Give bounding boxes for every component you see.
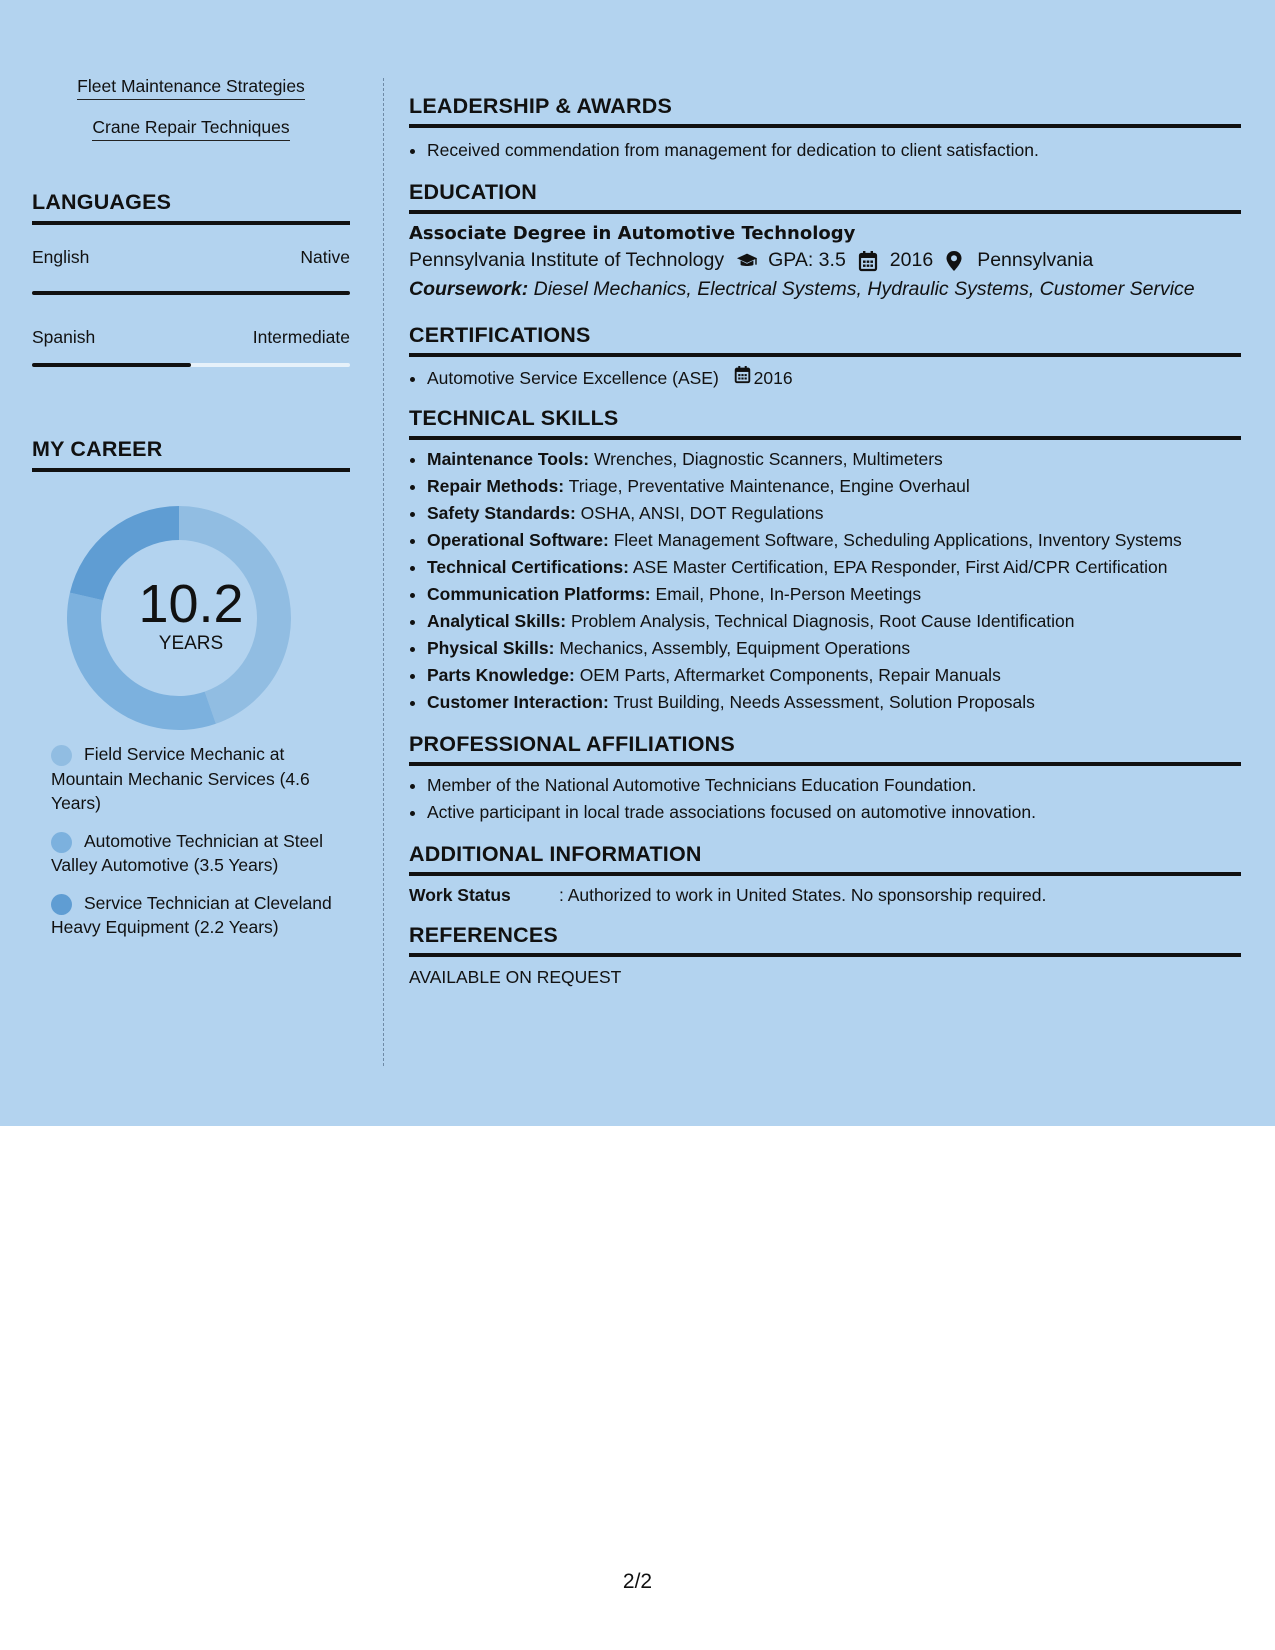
skill-category: Safety Standards: [427, 503, 576, 523]
skills-section [409, 406, 1241, 716]
career-legend-label: Service Technician at Cleveland Heavy Equipment (2.2 Years) [51, 892, 332, 937]
career-legend-item [51, 742, 341, 816]
references-heading: REFERENCES [409, 923, 1241, 957]
coursework-label: Coursework: [409, 278, 529, 300]
skill-category: Customer Interaction: [427, 692, 609, 712]
career-legend-item [51, 829, 341, 878]
skill-item [427, 635, 1241, 662]
work-status-row [409, 885, 1241, 906]
skill-values: Triage, Preventative Maintenance, Engine Overhaul [568, 476, 970, 496]
career-legend [51, 742, 341, 940]
languages-section [32, 190, 350, 367]
skill-category: Physical Skills: [427, 638, 555, 658]
education-section [409, 180, 1241, 301]
education-details [409, 249, 1241, 272]
certification-item [427, 365, 1241, 392]
skill-item [427, 581, 1241, 608]
skill-values: Mechanics, Assembly, Equipment Operations [559, 638, 911, 658]
interest-item: Fleet Maintenance Strategies [77, 76, 305, 100]
skill-item [427, 554, 1241, 581]
certifications-section [409, 323, 1241, 392]
language-level: Native [300, 247, 350, 267]
language-bar-fill [32, 363, 191, 367]
skill-values: Problem Analysis, Technical Diagnosis, Root Cause Identification [570, 611, 1075, 631]
certification-name: Automotive Service Excellence (ASE) [427, 368, 719, 388]
skill-values: ASE Master Certification, EPA Responder, First Aid/CPR Certification [632, 557, 1168, 577]
career-legend-label: Automotive Technician at Steel Valley Automotive (3.5 Years) [51, 830, 323, 875]
skill-values: OEM Parts, Aftermarket Components, Repair Manuals [579, 665, 1001, 685]
leadership-item: • Received commendation from management for dedication to client satisfaction. [427, 137, 1241, 164]
skill-values: Trust Building, Needs Assessment, Solution Proposals [613, 692, 1035, 712]
coursework-list: Diesel Mechanics, Electrical Systems, Hydraulic Systems, Customer Service [533, 278, 1195, 300]
references-section [409, 923, 1241, 988]
language-item [32, 225, 350, 295]
page-number: 2/2 [622, 1570, 653, 1593]
career-donut-chart [32, 472, 350, 732]
career-heading: MY CAREER [32, 437, 350, 472]
education-gpa: GPA: 3.5 [768, 249, 846, 271]
interest-item: Crane Repair Techniques [92, 117, 289, 141]
skills-heading: TECHNICAL SKILLS [409, 406, 1241, 440]
skill-category: Analytical Skills: [427, 611, 567, 631]
skill-item [427, 446, 1241, 473]
career-legend-item [51, 891, 341, 940]
education-school: Pennsylvania Institute of Technology [409, 249, 725, 271]
skill-category: Technical Certifications: [427, 557, 629, 577]
education-heading: EDUCATION [409, 180, 1241, 214]
education-year: 2016 [889, 249, 934, 271]
education-location: Pennsylvania [977, 249, 1094, 271]
education-coursework [409, 278, 1241, 301]
calendar-icon [734, 365, 754, 392]
career-section [32, 437, 350, 940]
graduation-cap-icon [736, 250, 758, 272]
skill-item [427, 662, 1241, 689]
interests-list [32, 76, 350, 158]
language-item [32, 295, 350, 367]
career-total-years: 10.2 [138, 574, 244, 634]
skill-item [427, 689, 1241, 716]
work-status-value: : Authorized to work in United States. No sponsorship required. [559, 885, 1047, 905]
additional-info-section [409, 842, 1241, 906]
language-name: Spanish [32, 327, 96, 347]
language-level: Intermediate [252, 327, 350, 347]
certification-year: 2016 [753, 368, 793, 388]
skill-item [427, 473, 1241, 500]
main-column [409, 94, 1241, 988]
language-name: English [32, 247, 90, 267]
skill-values: Fleet Management Software, Scheduling Applications, Inventory Systems [613, 530, 1182, 550]
additional-info-heading: ADDITIONAL INFORMATION [409, 842, 1241, 876]
career-years-unit: YEARS [158, 633, 224, 654]
legend-dot [51, 894, 72, 915]
skill-category: Parts Knowledge: [427, 665, 575, 685]
skill-category: Repair Methods: [427, 476, 565, 496]
affiliation-item: • Member of the National Automotive Technicians Education Foundation. [427, 772, 1241, 799]
skill-category: Operational Software: [427, 530, 609, 550]
skill-item [427, 608, 1241, 635]
sidebar [32, 76, 350, 953]
skill-category: Maintenance Tools: [427, 449, 590, 469]
location-pin-icon [945, 250, 967, 272]
affiliation-item: • Active participant in local trade associations focused on automotive innovation. [427, 799, 1241, 826]
skill-category: Communication Platforms: [427, 584, 651, 604]
legend-dot [51, 832, 72, 853]
skill-item [427, 500, 1241, 527]
references-text: AVAILABLE ON REQUEST [409, 967, 622, 987]
affiliations-section [409, 732, 1241, 826]
work-status-label: Work Status [409, 885, 511, 905]
skill-values: Wrenches, Diagnostic Scanners, Multimeters [593, 449, 943, 469]
leadership-heading: LEADERSHIP & AWARDS [409, 94, 1241, 128]
legend-dot [51, 745, 72, 766]
language-bar [32, 363, 350, 367]
education-degree: Associate Degree in Automotive Technology [409, 223, 856, 244]
skill-values: OSHA, ANSI, DOT Regulations [580, 503, 824, 523]
languages-heading: LANGUAGES [32, 190, 350, 225]
certifications-heading: CERTIFICATIONS [409, 323, 1241, 357]
affiliations-heading: PROFESSIONAL AFFILIATIONS [409, 732, 1241, 766]
skill-item [427, 527, 1241, 554]
skill-values: Email, Phone, In-Person Meetings [655, 584, 922, 604]
calendar-icon [858, 250, 880, 272]
column-divider [383, 78, 384, 1066]
leadership-section [409, 94, 1241, 164]
career-legend-label: Field Service Mechanic at Mountain Mechanic Services (4.6 Years) [51, 744, 310, 813]
